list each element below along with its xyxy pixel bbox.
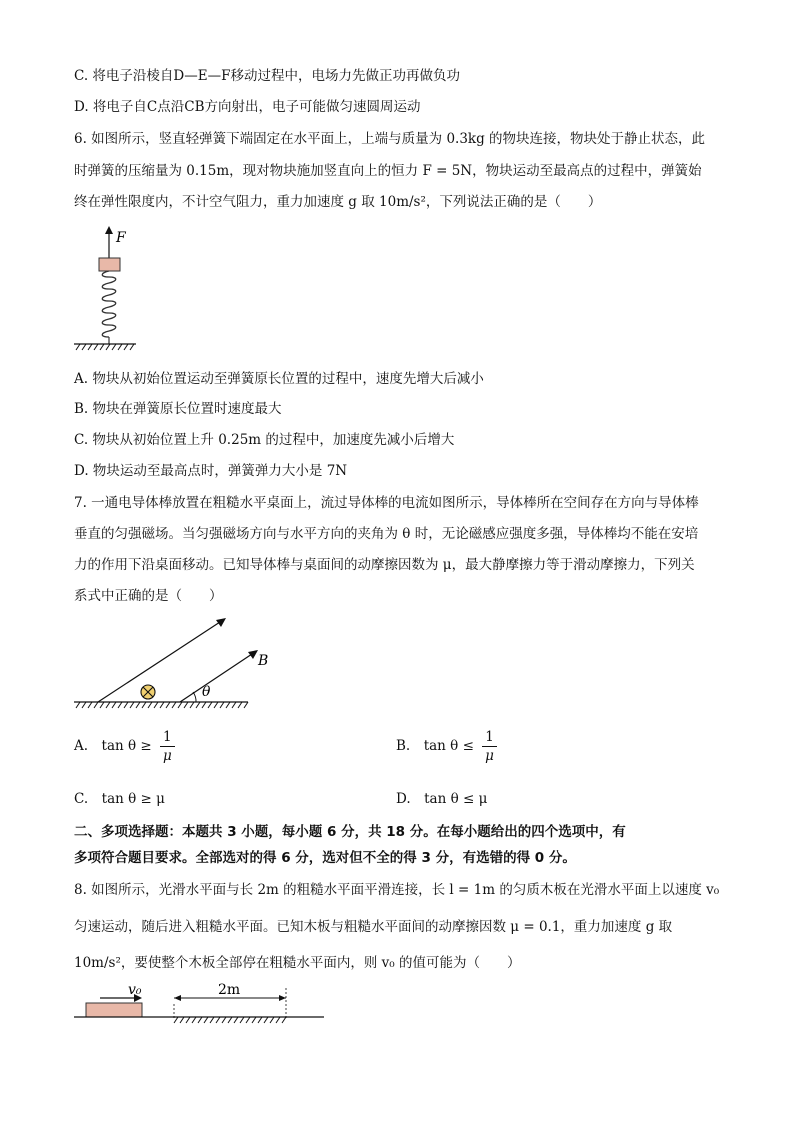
force-label: F (116, 230, 126, 246)
q6-spring-figure (70, 222, 150, 352)
q6-text-2: 时弹簧的压缩量为 0.15m，现对物块施加竖直向上的恒力 F = 5N，物块运动至最高点的过程中，弹簧始 (74, 163, 702, 179)
q6-text-1: 6. 如图所示，竖直轻弹簧下端固定在水平面上，上端与质量为 0.3kg 的物块连接，物块处于静止状态，此 (74, 131, 706, 147)
fraction (160, 728, 175, 765)
q7-text-1: 7. 一通电导体棒放置在粗糙水平桌面上，流过导体棒的电流如图所示，导体棒所在空间存在方向与导体棒 (74, 495, 699, 511)
q7-option-b (396, 728, 497, 765)
q8-text-2: 匀速运动，随后进入粗糙水平面。已知木板与粗糙水平面间的动摩擦因数 μ = 0.1，重力加速度 g 取 (74, 919, 673, 935)
fraction-numerator: 1 (482, 728, 497, 747)
q8-text-1: 8. 如图所示，光滑水平面与长 2m 的粗糙水平面平滑连接，长 l = 1m 的匀质木板在光滑水平面上以速度 v₀ (74, 882, 720, 898)
q7-text-4: 系式中正确的是（ ） (74, 588, 223, 604)
q7-field-figure (70, 610, 269, 715)
fraction-denominator: μ (162, 748, 172, 764)
spring-coil (102, 271, 116, 337)
q8-board-figure (70, 982, 330, 1027)
q6-option-c: C. 物块从初始位置上升 0.25m 的过程中，加速度先减小后增大 (74, 432, 455, 448)
fraction (482, 728, 497, 765)
fraction-denominator: μ (485, 748, 494, 764)
q6-option-a: A. 物块从初始位置运动至弹簧原长位置的过程中，速度先增大后减小 (74, 371, 484, 387)
q6-option-d: D. 物块运动至最高点时，弹簧弹力大小是 7N (74, 463, 348, 479)
q8-text-3: 10m/s²，要使整个木板全部停在粗糙水平面内，则 v₀ 的值可能为（ ） (74, 955, 521, 971)
q7-option-a-prefix: A. tan θ ≥ (74, 738, 152, 754)
q6-option-b: B. 物块在弹簧原长位置时速度最大 (74, 401, 282, 417)
q7-option-c: C. tan θ ≥ μ (74, 791, 165, 807)
option-c-prev: C. 将电子沿棱自D—E—F移动过程中，电场力先做正功再做负功 (74, 68, 460, 84)
section-2-heading-1: 二、多项选择题：本题共 3 小题，每小题 6 分，共 18 分。在每小题给出的四个选项中，有 (74, 824, 626, 840)
fraction-numerator: 1 (160, 728, 175, 747)
q7-text-3: 力的作用下沿桌面移动。已知导体棒与桌面间的动摩擦因数为 μ，最大静摩擦力等于滑动摩擦力，下列关 (74, 557, 695, 573)
angle-label: θ (202, 684, 211, 700)
q7-option-d: D. tan θ ≤ μ (396, 791, 488, 807)
length-label: 2m (218, 982, 241, 998)
option-d-prev: D. 将电子自C点沿CB方向射出，电子可能做匀速圆周运动 (74, 99, 421, 115)
velocity-label: v₀ (128, 982, 142, 998)
q6-text-3: 终在弹性限度内，不计空气阻力，重力加速度 g 取 10m/s²，下列说法正确的是（ ） (74, 194, 602, 210)
field-label: B (258, 653, 269, 669)
q7-option-a (74, 728, 175, 765)
section-2-heading-2: 多项符合题目要求。全部选对的得 6 分，选对但不全的得 3 分，有选错的得 0 分。 (74, 850, 576, 866)
q7-text-2: 垂直的匀强磁场。当匀强磁场方向与水平方向的夹角为 θ 时，无论磁感应强度多强，导体棒均不能在安培 (74, 526, 699, 542)
q7-option-b-prefix: B. tan θ ≤ (396, 738, 474, 754)
